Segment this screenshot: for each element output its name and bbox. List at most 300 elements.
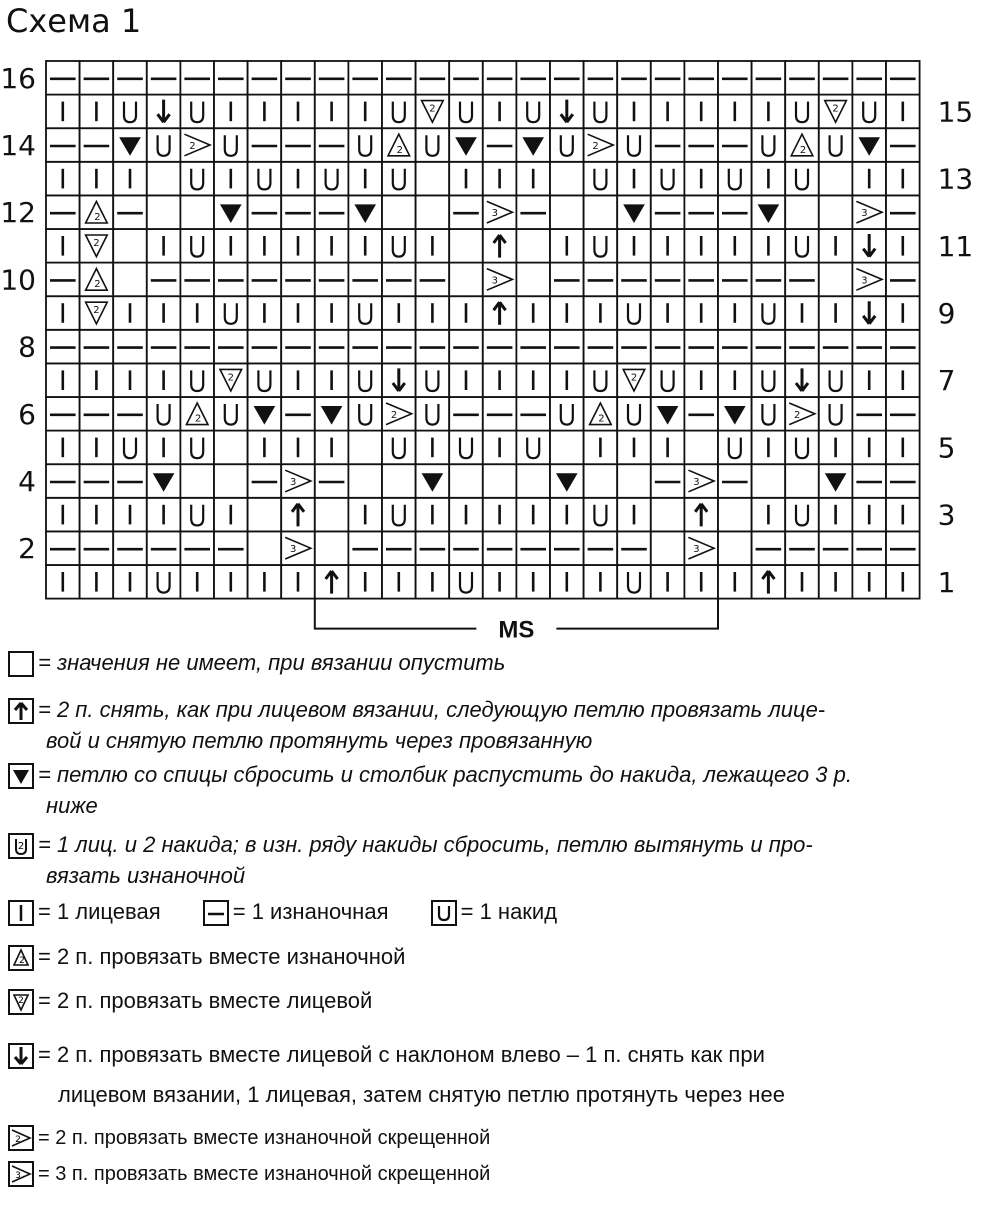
chart-cell (382, 330, 416, 364)
chart-cell (718, 363, 752, 397)
chart-cell (113, 195, 147, 229)
chart-row-5 (46, 431, 920, 465)
chart-cell (785, 296, 819, 330)
chart-cell (584, 330, 618, 364)
chart-cell (718, 61, 752, 95)
chart-cell (449, 195, 483, 229)
chart-cell (449, 229, 483, 263)
row-number-label: 6 (18, 397, 36, 431)
svg-text:3: 3 (491, 275, 498, 287)
chart-cell (449, 330, 483, 364)
chart-cell (449, 431, 483, 465)
chart-cell (348, 263, 382, 297)
chart-cell (315, 498, 349, 532)
chart-cell (382, 363, 416, 397)
chart-cell (852, 296, 886, 330)
chart-cell (214, 128, 248, 162)
chart-cell (113, 95, 147, 129)
svg-text:2: 2 (630, 372, 638, 384)
chart-cell (46, 296, 80, 330)
chart-cell (550, 95, 584, 129)
chart-cell (718, 162, 752, 196)
svg-text:3: 3 (693, 477, 700, 488)
chart-cell (214, 397, 248, 431)
chart-cell (113, 363, 147, 397)
chart-cell (819, 128, 853, 162)
chart-cell (785, 263, 819, 297)
svg-text:3: 3 (290, 477, 297, 488)
chart-cell (785, 498, 819, 532)
chart-cell (281, 128, 315, 162)
chart-cell (416, 263, 450, 297)
chart-cell (752, 229, 786, 263)
chart-row-12 (46, 195, 920, 229)
chart-cell (617, 498, 651, 532)
chart-cell (46, 263, 80, 297)
chart-cell (147, 263, 181, 297)
chart-cell (684, 330, 718, 364)
empty-cell-icon (8, 651, 34, 677)
chart-cell (852, 95, 886, 129)
chart-cell (584, 531, 618, 565)
chart-cell (651, 464, 685, 498)
chart-cell (382, 95, 416, 129)
chart-cell (550, 431, 584, 465)
chart-cell (651, 431, 685, 465)
chart-cell (80, 296, 114, 330)
chart-cell (348, 330, 382, 364)
svg-text:3: 3 (861, 275, 868, 287)
legend-basic-row: = 1 лицевая = 1 изнаночная = 1 накид (8, 898, 593, 926)
chart-cell (449, 95, 483, 129)
chart-cell (516, 128, 550, 162)
chart-cell (785, 397, 819, 431)
chart-cell (886, 531, 920, 565)
chart-cell (550, 263, 584, 297)
chart-cell (315, 296, 349, 330)
chart-cell (584, 565, 618, 599)
legend-slip2: = 2 п. снять, как при лицевом вязании, следующую петлю провязать лице- (8, 697, 825, 724)
chart-cell (684, 95, 718, 129)
chart-cell (617, 128, 651, 162)
chart-cell (785, 431, 819, 465)
chart-cell (80, 162, 114, 196)
chart-cell (348, 531, 382, 565)
chart-cell (785, 229, 819, 263)
chart-cell (516, 61, 550, 95)
chart-cell (214, 498, 248, 532)
chart-cell (584, 61, 618, 95)
chart-cell (516, 330, 550, 364)
chart-cell (180, 128, 214, 162)
chart-cell (516, 162, 550, 196)
chart-cell (483, 363, 517, 397)
chart-cell (382, 565, 416, 599)
chart-cell (886, 61, 920, 95)
row-number-label: 10 (0, 263, 36, 297)
chart-cell (248, 431, 282, 465)
chart-cell (684, 162, 718, 196)
chart-cell (46, 330, 80, 364)
chart-cell (819, 531, 853, 565)
chart-cell (46, 229, 80, 263)
chart-cell (113, 61, 147, 95)
chart-cell (617, 464, 651, 498)
chart-cell (752, 61, 786, 95)
chart-cell (281, 498, 315, 532)
chart-cell (483, 195, 517, 229)
chart-cell (651, 229, 685, 263)
chart-cell (852, 195, 886, 229)
chart-row-10 (46, 263, 920, 297)
chart-cell (651, 263, 685, 297)
row-number-label: 4 (18, 465, 36, 498)
chart-cell (113, 128, 147, 162)
chart-cell (416, 431, 450, 465)
chart-cell (584, 128, 618, 162)
chart-cell (651, 95, 685, 129)
chart-cell (46, 95, 80, 129)
chart-cell (852, 61, 886, 95)
chart-cell (214, 531, 248, 565)
row-number-label: 14 (0, 129, 36, 162)
chart-cell (248, 330, 282, 364)
chart-cell (46, 363, 80, 397)
chart-cell (584, 363, 618, 397)
row-number-label: 12 (0, 196, 36, 230)
chart-cell (852, 531, 886, 565)
chart-cell (315, 229, 349, 263)
svg-text:2: 2 (227, 372, 234, 384)
chart-cell (886, 263, 920, 297)
chart-cell (651, 296, 685, 330)
chart-cell (180, 330, 214, 364)
chart-cell (617, 61, 651, 95)
chart-cell (80, 531, 114, 565)
chart-row-13 (46, 162, 920, 196)
chart-cell (785, 195, 819, 229)
row-number-label: 11 (937, 229, 974, 263)
chart-cell (113, 162, 147, 196)
chart-cell (617, 162, 651, 196)
chart-cell (214, 296, 248, 330)
knit-icon (8, 900, 34, 926)
chart-cell (46, 195, 80, 229)
legend-p3tog-tbl: 3 = 3 п. провязать вместе изнаночной скрещенной (8, 1160, 490, 1187)
chart-cell (315, 464, 349, 498)
purl-icon (203, 900, 229, 926)
chart-cell (315, 330, 349, 364)
chart-cell (483, 128, 517, 162)
chart-cell (718, 128, 752, 162)
chart-cell (684, 128, 718, 162)
chart-cell (315, 431, 349, 465)
chart-cell (416, 95, 450, 129)
chart-cell (281, 195, 315, 229)
chart-cell (617, 95, 651, 129)
chart-cell (886, 565, 920, 599)
chart-cell (113, 531, 147, 565)
chart-cell (80, 229, 114, 263)
chart-cell (651, 531, 685, 565)
chart-cell (180, 531, 214, 565)
p2tog-tbl-icon (8, 1125, 34, 1151)
chart-cell (113, 229, 147, 263)
svg-text:2: 2 (396, 144, 403, 156)
chart-cell (281, 464, 315, 498)
chart-cell (416, 531, 450, 565)
chart-cell (684, 431, 718, 465)
chart-cell (80, 464, 114, 498)
chart-cell (248, 95, 282, 129)
chart-cell (852, 363, 886, 397)
chart-cell (483, 263, 517, 297)
chart-cell (718, 531, 752, 565)
chart-cell (550, 195, 584, 229)
chart-cell (281, 431, 315, 465)
chart-cell (651, 363, 685, 397)
chart-cell (214, 431, 248, 465)
chart-cell (550, 531, 584, 565)
chart-cell (348, 95, 382, 129)
chart-cell (516, 464, 550, 498)
chart-cell (315, 195, 349, 229)
chart-cell (483, 531, 517, 565)
chart-cell (684, 296, 718, 330)
chart-cell (483, 397, 517, 431)
chart-cell (180, 296, 214, 330)
chart-cell (382, 61, 416, 95)
chart-cell (348, 195, 382, 229)
chart-cell (550, 296, 584, 330)
chart-cell (214, 162, 248, 196)
chart-cell (617, 565, 651, 599)
svg-text:2: 2 (195, 413, 202, 425)
chart-cell (147, 162, 181, 196)
chart-cell (180, 95, 214, 129)
chart-cell (315, 363, 349, 397)
chart-cell (348, 229, 382, 263)
chart-cell (180, 195, 214, 229)
chart-cell (886, 498, 920, 532)
chart-cell (718, 195, 752, 229)
chart-cell (46, 431, 80, 465)
chart-cell (180, 464, 214, 498)
chart-cell (113, 565, 147, 599)
chart-cell (80, 363, 114, 397)
chart-cell (449, 263, 483, 297)
chart-cell (617, 229, 651, 263)
chart-cell (516, 397, 550, 431)
svg-text:2: 2 (189, 141, 196, 152)
chart-cell (752, 498, 786, 532)
chart-cell (281, 363, 315, 397)
svg-text:3: 3 (861, 208, 868, 220)
svg-text:2: 2 (19, 956, 25, 967)
chart-cell (852, 162, 886, 196)
chart-cell (651, 330, 685, 364)
chart-cell (819, 565, 853, 599)
chart-cell (46, 162, 80, 196)
chart-cell (718, 330, 752, 364)
chart-cell (819, 162, 853, 196)
chart-cell (550, 397, 584, 431)
chart-cell (315, 162, 349, 196)
svg-text:2: 2 (799, 144, 807, 156)
chart-cell (684, 464, 718, 498)
row-number-label: 5 (937, 431, 956, 465)
chart-cell (718, 397, 752, 431)
chart-cell (416, 296, 450, 330)
svg-text:2: 2 (93, 238, 100, 249)
chart-cell (80, 431, 114, 465)
chart-cell (281, 565, 315, 599)
chart-cell (785, 464, 819, 498)
chart-cell (416, 229, 450, 263)
chart-cell (819, 464, 853, 498)
chart-cell (214, 195, 248, 229)
p2tog-icon (8, 945, 34, 971)
chart-cell (752, 162, 786, 196)
svg-text:3: 3 (15, 1171, 21, 1182)
chart-cell (617, 363, 651, 397)
chart-cell (718, 95, 752, 129)
chart-cell (382, 263, 416, 297)
chart-cell (46, 128, 80, 162)
chart-cell (248, 296, 282, 330)
chart-cell (752, 464, 786, 498)
chart-cell (180, 162, 214, 196)
chart-cell (684, 397, 718, 431)
chart-cell (214, 95, 248, 129)
chart-cell (147, 431, 181, 465)
chart-cell (483, 61, 517, 95)
chart-cell (147, 363, 181, 397)
chart-cell (46, 61, 80, 95)
ms-label: MS (498, 616, 535, 644)
chart-cell (483, 565, 517, 599)
chart-cell (348, 128, 382, 162)
chart-cell (46, 531, 80, 565)
chart-row-14 (46, 128, 920, 162)
chart-cell (852, 330, 886, 364)
chart-cell (684, 363, 718, 397)
chart-cell (248, 531, 282, 565)
chart-cell (147, 330, 181, 364)
svg-text:2: 2 (592, 141, 599, 152)
chart-cell (382, 431, 416, 465)
legend-drop: = петлю со спицы сбросить и столбик распустить до накида, лежащего 3 р. (8, 762, 852, 789)
legend-p2tog: 2 = 2 п. провязать вместе изнаночной (8, 944, 405, 971)
chart-cell (80, 565, 114, 599)
chart-cell (819, 61, 853, 95)
chart-cell (550, 61, 584, 95)
chart-cell (584, 464, 618, 498)
chart-cell (449, 162, 483, 196)
chart-cell (483, 296, 517, 330)
chart-cell (248, 565, 282, 599)
chart-cell (382, 162, 416, 196)
chart-cell (617, 296, 651, 330)
chart-cell (248, 195, 282, 229)
chart-cell (886, 95, 920, 129)
chart-cell (315, 95, 349, 129)
chart-cell (348, 296, 382, 330)
chart-cell (416, 61, 450, 95)
chart-cell (752, 431, 786, 465)
chart-cell (651, 162, 685, 196)
chart-cell (718, 464, 752, 498)
chart-cell (550, 128, 584, 162)
chart-cell (483, 464, 517, 498)
chart-row-16 (46, 61, 920, 95)
double-wrap-icon (8, 833, 34, 859)
chart-cell (80, 128, 114, 162)
chart-cell (180, 431, 214, 465)
chart-cell (281, 531, 315, 565)
chart-cell (281, 229, 315, 263)
chart-cell (550, 363, 584, 397)
chart-cell (516, 363, 550, 397)
chart-cell (617, 431, 651, 465)
chart-cell (584, 296, 618, 330)
chart-cell (113, 330, 147, 364)
chart-cell (752, 128, 786, 162)
chart-cell (819, 431, 853, 465)
chart-cell (617, 531, 651, 565)
chart-cell (516, 229, 550, 263)
chart-cell (281, 397, 315, 431)
chart-cell (248, 128, 282, 162)
chart-cell (147, 61, 181, 95)
chart-cell (886, 296, 920, 330)
chart-cell (248, 363, 282, 397)
chart-cell (348, 363, 382, 397)
chart-cell (483, 229, 517, 263)
row-number-label: 3 (937, 498, 956, 532)
chart-cell (449, 397, 483, 431)
chart-cell (147, 296, 181, 330)
chart-cell (214, 363, 248, 397)
chart-cell (785, 95, 819, 129)
chart-cell (584, 397, 618, 431)
legend-ssk: = 2 п. провязать вместе лицевой с наклоном влево – 1 п. снять как при (8, 1042, 765, 1069)
legend-k2tog: 2 = 2 п. провязать вместе лицевой (8, 988, 372, 1015)
chart-cell (752, 565, 786, 599)
chart-cell (46, 464, 80, 498)
chart-cell (147, 195, 181, 229)
chart-cell (617, 263, 651, 297)
svg-text:2: 2 (93, 305, 100, 317)
chart-cell (684, 263, 718, 297)
chart-cell (113, 296, 147, 330)
chart-cell (80, 61, 114, 95)
chart-cell (80, 330, 114, 364)
chart-cell (684, 229, 718, 263)
chart-cell (819, 330, 853, 364)
chart-cell (147, 397, 181, 431)
chart-cell (886, 464, 920, 498)
chart-cell (315, 61, 349, 95)
chart-cell (281, 162, 315, 196)
chart-cell (651, 397, 685, 431)
chart-cell (46, 397, 80, 431)
chart-cell (449, 128, 483, 162)
chart-cell (785, 128, 819, 162)
chart-cell (449, 363, 483, 397)
chart-row-3 (46, 498, 920, 532)
k2tog-icon (8, 989, 34, 1015)
